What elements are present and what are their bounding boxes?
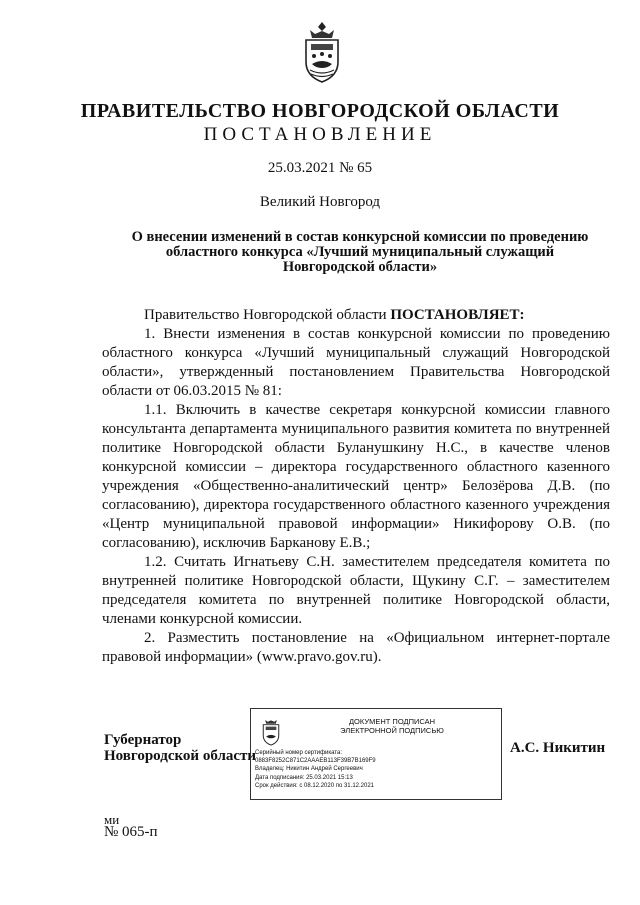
city: Великий Новгород xyxy=(259,194,381,210)
date-and-number: 25.03.2021 № 65 xyxy=(267,160,373,176)
preamble-text: Правительство Новгородской области xyxy=(144,307,391,323)
electronic-signature-stamp xyxy=(250,708,502,800)
paragraph-1-1: 1.1. Включить в качестве секретаря конкурсной комиссии главного консультанта департамента муниципального развития комитета по внутренней политике Новгородской области Буланушкину Н.С., в качестве членов конкурсной комиссии – директора государственного областного казенного учреждения «Общественно-аналитический центр» Белозёрова Д.В. (по согласованию), директора государственного областного казенного учреждения «Центр муниципальной правовой информации» Никифорову О.В. (по согласованию), исключив Барканову Е.В.; xyxy=(102,402,610,551)
signer-position-line: Губернатор xyxy=(104,732,182,748)
novgorod-coat-of-arms-icon xyxy=(300,20,344,86)
preamble-bold: ПОСТАНОВЛЯЕТ: xyxy=(390,307,525,323)
novgorod-coat-of-arms-icon xyxy=(259,715,283,747)
certificate-label: Серийный номер сертификата: xyxy=(255,750,343,756)
signer-position xyxy=(104,732,256,764)
paragraph-1-2: 1.2. Считать Игнатьеву С.Н. заместителем председателя комитета по внутренней политике Новгородской области, Щукину С.Г. – заместителем председателя комитета по внутренней политике Новгородской области, членами конкурсной комиссии. xyxy=(102,554,610,627)
stamp-title xyxy=(287,717,497,735)
heading-line: областного конкурса «Лучший муниципальный служащий xyxy=(165,244,555,260)
document-number: № 065-п xyxy=(104,824,158,840)
certificate-validity: Срок действия: с 08.12.2020 по 31.12.2021 xyxy=(255,782,375,789)
preamble xyxy=(102,306,610,325)
executor-initials: ми xyxy=(104,812,120,827)
stamp-details xyxy=(255,749,499,790)
document-heading xyxy=(100,230,620,275)
certificate-owner: Владелец: Никитин Андрей Сергеевич xyxy=(255,766,363,773)
signer-name: А.С. Никитин xyxy=(510,740,606,756)
government-title: ПРАВИТЕЛЬСТВО НОВГОРОДСКОЙ ОБЛАСТИ xyxy=(80,100,560,122)
paragraph-2: 2. Разместить постановление на «Официальном интернет-портале правовой информации» (www.pravo.gov.ru). xyxy=(102,630,610,665)
certificate-number: 0883F8252C871C2AAAEB113F39B7B169F9 xyxy=(255,758,376,765)
heading-line: Новгородской области» xyxy=(282,259,438,275)
signer-position-line: Новгородской области xyxy=(104,748,257,764)
stamp-title-line: ЭЛЕКТРОННОЙ ПОДПИСЬЮ xyxy=(340,726,444,735)
document-type: ПОСТАНОВЛЕНИЕ xyxy=(203,124,437,145)
signing-date: Дата подписания: 25.03.2021 15:13 xyxy=(255,774,353,781)
stamp-title-line: ДОКУМЕНТ ПОДПИСАН xyxy=(348,717,436,726)
document-body xyxy=(102,306,610,667)
paragraph-1: 1. Внести изменения в состав конкурсной комиссии по проведению областного конкурса «Лучший муниципальный служащий Новгородской области», утвержденный постановлением Правительства Новгородской области от 06.03.2015 № 81: xyxy=(102,326,610,399)
heading-line: О внесении изменений в состав конкурсной комиссии по проведению xyxy=(131,229,589,245)
